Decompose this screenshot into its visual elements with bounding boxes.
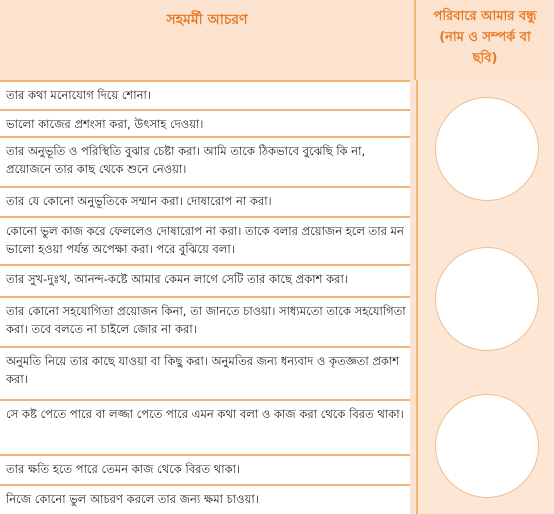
header-right-title: [422, 6, 548, 69]
header-right-line-3: ছবি): [472, 51, 498, 66]
behavior-row-10: তার ক্ষতি হতে পারে তেমন কাজ থেকে বিরত থাকা।: [0, 454, 410, 484]
behavior-row-2: ভালো কাজের প্রশংসা করা, উৎসাহ দেওয়া।: [0, 109, 410, 136]
behavior-row-11: নিজে কোনো ভুল আচরণ করলে তার জন্য ক্ষমা চাওয়া।: [0, 484, 410, 514]
behavior-row-4: তার যে কোনো অনুভূতিকে সম্মান করা। দোষারোপ না করা।: [0, 186, 410, 216]
behavior-row-9: সে কষ্ট পেতে পারে বা লজ্জা পেতে পারে এমন কথা বলা ও কাজ করা থেকে বিরত থাকা।: [0, 399, 410, 454]
behavior-row-7: তার কোনো সহযোগিতা প্রয়োজন কিনা, তা জানতে চাওয়া। সাধ্যমতো তাকে সহযোগিতা করা। তবে বলতে না চাইলে জোর না করা।: [0, 296, 410, 346]
header-right-line-1: পরিবারে আমার বন্ধু: [433, 9, 537, 24]
friend-photo-column: [416, 80, 554, 514]
behavior-row-1: তার কথা মনোযোগ দিয়ে শোনা।: [0, 80, 410, 109]
friend-photo-circle-3[interactable]: [435, 394, 539, 498]
behavior-row-6: তার সুখ-দুঃখ, আনন্দ-কষ্টে আমার কেমন লাগে সেটি তার কাছে প্রকাশ করা।: [0, 264, 410, 296]
header-left-title: সহমর্মী আচরণ: [166, 12, 248, 28]
friend-photo-circle-2[interactable]: [435, 247, 539, 351]
behavior-row-5: কোনো ভুল কাজ করে ফেললেও দোষারোপ না করা। তাকে বলার প্রয়োজন হলে তার মন ভালো হওয়া পর্যন্ত অপেক্ষা করা। পরে বুঝিয়ে বলা।: [0, 216, 410, 264]
behavior-row-8: অনুমতি নিয়ে তার কাছে যাওয়া বা কিছু করা। অনুমতির জন্য ধন্যবাদ ও কৃতজ্ঞতা প্রকাশ করা।: [0, 346, 410, 399]
friend-photo-circle-1[interactable]: [435, 97, 539, 201]
behavior-row-3: তার অনুভূতি ও পরিস্থিতি বুঝার চেষ্টা করা। আমি তাকে ঠিকভাবে বুঝেছি কি না, প্রয়োজনে তার কাছ থেকে শুনে নেওয়া।: [0, 136, 410, 186]
header-family-friend: [416, 0, 554, 80]
header-right-line-2: (নাম ও সম্পর্ক বা: [439, 30, 531, 45]
